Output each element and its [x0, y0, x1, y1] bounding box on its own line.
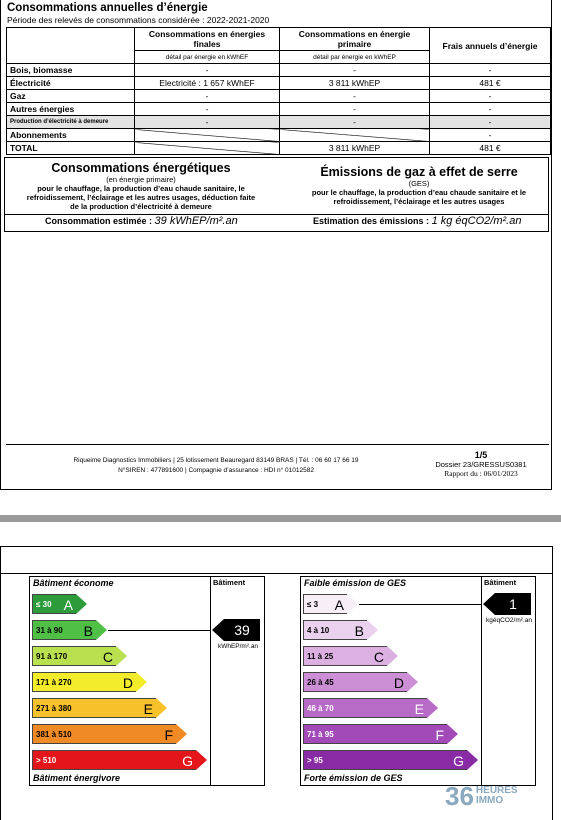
- footer-ref: 1/5 Dossier 23/GRESSUS0381 Rapport du : 06/01/2023: [435, 450, 527, 478]
- ges-value-unit: kgéqCO2/m².an: [486, 617, 532, 624]
- energy-class-d: [32, 672, 136, 692]
- ges-range-label: 46 à 70: [307, 704, 334, 713]
- ges-letter-label: F: [435, 727, 444, 743]
- ges-marker-line: [359, 604, 481, 605]
- energy-range-label: ≤ 30: [36, 600, 52, 609]
- ges-range-label: ≤ 3: [307, 600, 319, 609]
- energy-value-unit: kWhEP/m².an: [217, 643, 259, 650]
- energy-marker-line: [108, 630, 210, 631]
- ges-class-e: [303, 698, 427, 718]
- ges-summary: Émissions de gaz à effet de serre (GES) pour le chauffage, la production d’eau chaude sanitaire et le refroidissement, l’éclairage et les autres usages: [311, 165, 527, 206]
- energy-letter-label: C: [102, 649, 113, 665]
- ges-class-g: [303, 750, 467, 770]
- energy-estimate: Consommation estimée : 39 kWhEP/m².an: [45, 215, 238, 227]
- energy-range-label: 31 à 90: [36, 626, 63, 635]
- consumption-table: [6, 27, 551, 155]
- ges-class-a: [303, 594, 347, 614]
- ges-range-label: 11 à 25: [307, 652, 334, 661]
- energy-range-label: 91 à 170: [36, 652, 68, 661]
- ges-letter-label: D: [393, 675, 404, 691]
- subheader-final: détail par énergie en kWhEF: [135, 51, 280, 64]
- corner-cell: [7, 28, 135, 51]
- energy-class-f: [32, 724, 176, 744]
- energy-letter-label: G: [182, 753, 193, 769]
- ges-label: Faible émission de GES Bâtiment ≤ 3 A 4 à 10 B 11 à 25 C 26 à 45 D 46 à 70 E 71 à 95 F > 95 G 1 kgéqCO2/m².an Forte émission de GES: [300, 576, 536, 786]
- page-separator: [0, 515, 561, 522]
- table-row: Bois, biomasse - - -: [7, 64, 551, 77]
- ges-value-marker: 1: [495, 593, 531, 615]
- energy-letter-label: F: [164, 727, 173, 743]
- energy-class-g: [32, 750, 196, 770]
- energy-letter-label: E: [143, 701, 153, 717]
- energy-range-label: 381 à 510: [36, 730, 72, 739]
- energy-letter-label: B: [83, 623, 93, 639]
- ges-range-label: 4 à 10: [307, 626, 330, 635]
- table-row: Production d’électricité à demeure - - -: [7, 116, 551, 129]
- energy-range-label: > 510: [36, 756, 57, 765]
- header-cost: Frais annuels d’énergie: [430, 28, 551, 64]
- energy-class-a: [32, 594, 76, 614]
- energy-class-c: [32, 646, 116, 666]
- energy-letter-label: A: [63, 597, 73, 613]
- table-row: Électricité Electricité : 1 657 kWhEF 3 811 kWhEP 481 €: [7, 77, 551, 90]
- header-primary: Consommations en énergie primaire: [280, 28, 430, 51]
- ges-class-b: [303, 620, 367, 640]
- ges-letter-label: B: [354, 623, 364, 639]
- ges-estimate: Estimation des émissions : 1 kg éqCO2/m².an: [313, 215, 522, 227]
- table-row: Abonnements -: [7, 129, 551, 142]
- watermark-logo: 36 HEURES IMMO: [445, 781, 518, 811]
- ges-range-label: 26 à 45: [307, 678, 334, 687]
- footer-company: Riqueime Diagnostics Immobiliers | 25 lotissement Beauregard 83149 BRAS | Tél. : 06 60 17 66 19 N°SIREN : 477891600 | Compagnie d’assurance : HDI n° 01012582: [73, 457, 359, 474]
- energy-range-label: 171 à 270: [36, 678, 72, 687]
- ges-class-d: [303, 672, 407, 692]
- ges-letter-label: A: [334, 597, 344, 613]
- section-title: Consommations annuelles d’énergie: [7, 2, 208, 14]
- table-row: Autres énergies - - -: [7, 103, 551, 116]
- summary-box: [4, 157, 549, 232]
- table-row-total: TOTAL 3 811 kWhEP 481 €: [7, 142, 551, 155]
- table-row: Gaz - - -: [7, 90, 551, 103]
- ges-range-label: 71 à 95: [307, 730, 334, 739]
- energy-range-label: 271 à 380: [36, 704, 72, 713]
- ges-letter-label: E: [414, 701, 424, 717]
- subheader-primary: détail par énergie en kWhEP: [280, 51, 430, 64]
- header-final: Consommations en énergies finales: [135, 28, 280, 51]
- ges-class-c: [303, 646, 387, 666]
- period-text: Période des relevés de consommations considérée : 2022-2021-2020: [7, 15, 270, 25]
- ges-range-label: > 95: [307, 756, 323, 765]
- energy-class-b: [32, 620, 96, 640]
- energy-letter-label: D: [122, 675, 133, 691]
- ges-letter-label: C: [373, 649, 384, 665]
- energy-label: Bâtiment économe Bâtiment ≤ 30 A 31 à 90 B 91 à 170 C 171 à 270 D 271 à 380 E 381 à 510 F > 510 G 39 kWhEP/m².an Bâtiment énergivore: [29, 576, 265, 786]
- ges-letter-label: G: [453, 753, 464, 769]
- energy-class-e: [32, 698, 156, 718]
- energy-value-marker: 39: [224, 619, 260, 641]
- diagnostic-page-2: [0, 546, 553, 820]
- energy-summary: Consommations énergétiques (en énergie primaire) pour le chauffage, la production d’eau chaude sanitaire, le refroidissement, l’éclairage et les autres usages, déduction faite de la production d’électricité à demeure: [26, 161, 256, 211]
- ges-class-f: [303, 724, 447, 744]
